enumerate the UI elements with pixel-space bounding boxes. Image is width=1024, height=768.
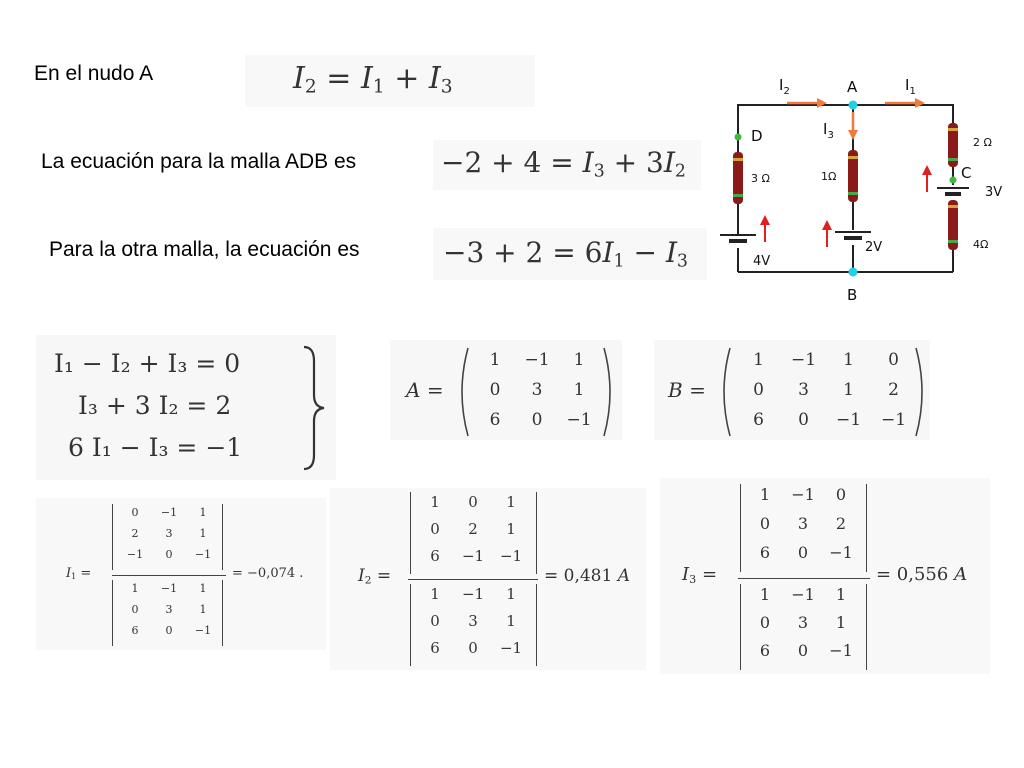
system-line-1: I₁ − I₂ + I₃ = 0: [54, 349, 241, 378]
cramer-I1-denominator-cell: −1: [194, 623, 212, 637]
cramer-I1-denominator-right-bar: [222, 580, 223, 646]
cramer-I2-numerator-cell: −1: [499, 546, 523, 565]
label-r-right-top: 2 Ω: [973, 136, 992, 149]
cramer-I1-denominator-cell: 6: [131, 623, 139, 637]
cramer-I3-denominator-cell: 0: [797, 641, 809, 660]
node-C-dot: [950, 177, 957, 184]
cramer-I1-result: = −0,074 .: [232, 566, 304, 581]
cramer-I3-denominator-right-bar: [866, 584, 867, 670]
matrix-B-cell: 0: [888, 350, 899, 370]
resistor-right-bottom: [948, 200, 958, 250]
cramer-I1-lhs: $I_1$ =: [66, 566, 92, 581]
cramer-I3-numerator-cell: −1: [791, 484, 815, 504]
node-A-dot: [849, 101, 858, 110]
emf-arrows: [760, 165, 932, 247]
equation-mesh-ADB: $-2 + 4 = I_3 + 3I_2$: [433, 140, 701, 190]
cramer-I3-numerator-cell: 0: [759, 513, 771, 533]
text-otra-malla: Para la otra malla, la ecuación es: [49, 238, 360, 261]
label-r-left: 3 Ω: [751, 172, 770, 185]
equation-mesh-other: $-3 + 2 = 6I_1 - I_3$: [433, 228, 707, 280]
label-I3: $I_3$: [823, 120, 834, 141]
cramer-I3-numerator-cell: 2: [835, 513, 847, 533]
cramer-I2-denominator-cell: 6: [430, 638, 440, 657]
cramer-I2-denominator-cell: 1: [506, 584, 516, 603]
label-I2: $I_2$: [779, 76, 790, 97]
matrix-A-cell: 1: [573, 380, 585, 400]
cramer-I1-numerator-cell: 3: [165, 526, 173, 540]
cramer-I2-numerator-cell: 0: [430, 519, 440, 538]
label-node-B: B: [847, 286, 858, 304]
label-v-mid: 2V: [865, 240, 883, 255]
text-malla-ADB: La ecuación para la malla ADB es: [41, 150, 357, 173]
cramer-I2: [330, 488, 646, 670]
cramer-I2-denominator-right-bar: [536, 584, 537, 666]
label-r-mid: 1Ω: [821, 170, 837, 183]
cramer-I2-numerator-cell: 1: [506, 492, 516, 511]
battery-right: [937, 188, 969, 194]
cramer-I3-denominator-cell: 1: [759, 585, 771, 604]
label-I1: $I_1$: [905, 76, 916, 97]
matrix-B-cell: −1: [835, 410, 862, 430]
cramer-I3-denominator-cell: 0: [759, 613, 771, 632]
label-node-D: D: [751, 127, 763, 145]
label-v-left: 4V: [753, 254, 771, 269]
label-node-C: C: [961, 164, 972, 182]
label-r-right-bottom: 4Ω: [973, 238, 989, 251]
cramer-I1-denominator-cell: 3: [165, 602, 173, 616]
equation-node-A: $I_2 = I_1 + I_3$: [245, 55, 535, 107]
cramer-I1-denominator-left-bar: [112, 580, 113, 646]
cramer-I3-denominator-cell: 1: [835, 585, 847, 604]
matrix-A-cell: −1: [566, 410, 592, 430]
cramer-I2-result: = 0,481 A: [544, 566, 631, 586]
resistor-mid: [848, 150, 858, 202]
cramer-I3-numerator-cell: 0: [797, 542, 809, 562]
cramer-I3-denominator-cell: 6: [759, 641, 771, 660]
cramer-I3-result: = 0,556 A: [876, 564, 968, 585]
cramer-I1-numerator-left-bar: [112, 504, 113, 570]
matrix-A-cell: 0: [489, 380, 501, 400]
cramer-I3-numerator-cell: 1: [759, 484, 771, 504]
cramer-I2-numerator-cell: 2: [468, 519, 478, 538]
circuit-wires: [738, 105, 953, 272]
cramer-I2-denominator-cell: −1: [461, 584, 485, 603]
matrix-A-cell: 1: [573, 350, 585, 370]
matrix-B-cell: −1: [790, 350, 817, 370]
cramer-I3-numerator-cell: 3: [797, 513, 809, 533]
cramer-I1-numerator-cell: 1: [199, 526, 207, 540]
cramer-I1-numerator-cell: 2: [131, 526, 139, 540]
node-B-dot: [849, 268, 858, 277]
node-D-dot: [735, 134, 742, 141]
matrix-A-cell: 1: [489, 350, 501, 370]
cramer-I2-denominator-cell: 1: [430, 584, 440, 603]
matrix-B-cell: 3: [798, 380, 809, 400]
battery-mid: [835, 232, 871, 238]
cramer-I2-denominator-cell: −1: [499, 638, 523, 657]
cramer-I1-numerator-right-bar: [222, 504, 223, 570]
matrix-B: B = 1 −1 1 0 0 3 1 2 6 0 −1 −1: [654, 340, 930, 440]
battery-left: [720, 235, 756, 241]
matrix-B-cell: 1: [843, 380, 854, 400]
matrix-A-cell: −1: [524, 350, 550, 370]
cramer-I2-denominator-left-bar: [410, 584, 411, 666]
matrix-A-cell: 6: [489, 410, 501, 430]
matrix-B-cell: 0: [753, 380, 764, 400]
cramer-I2-denominator-cell: 0: [468, 638, 478, 657]
cramer-I2-numerator-left-bar: [410, 492, 411, 574]
system-line-3: 6 I₁ − I₃ = −1: [68, 433, 243, 462]
cramer-I3-denominator-cell: 1: [835, 613, 847, 632]
matrix-B-cell: 1: [753, 350, 764, 370]
cramer-I2-denominator-cell: 1: [506, 611, 516, 630]
matrix-A-cell: 0: [531, 410, 543, 430]
label-v-right: 3V: [985, 185, 1003, 200]
cramer-I3-denominator-cell: 3: [797, 613, 809, 632]
cramer-I3-lhs: $I_3$ =: [682, 564, 718, 586]
circuit-diagram: [705, 70, 1017, 305]
matrix-B-cell: 6: [753, 410, 764, 430]
cramer-I1-denominator-cell: 1: [131, 581, 139, 595]
cramer-I2-numerator-cell: 0: [468, 492, 478, 511]
cramer-I3-numerator-right-bar: [866, 484, 867, 572]
cramer-I2-numerator-cell: 6: [430, 546, 440, 565]
cramer-I3-numerator-cell: 0: [835, 484, 847, 504]
cramer-I1-denominator-cell: −1: [160, 581, 178, 595]
cramer-I2-denominator-cell: 0: [430, 611, 440, 630]
system-line-2: I₃ + 3 I₂ = 2: [78, 391, 232, 420]
cramer-I2-lhs: $I_2$ =: [358, 566, 392, 587]
cramer-I1: [36, 498, 326, 650]
matrix-B-cell: 0: [798, 410, 809, 430]
cramer-I2-numerator-cell: 1: [430, 492, 440, 511]
cramer-I1-numerator-cell: 1: [199, 505, 207, 519]
equation-system: [36, 335, 336, 480]
cramer-I1-numerator-cell: −1: [160, 505, 178, 519]
matrix-B-cell: 2: [888, 380, 899, 400]
resistor-left: [733, 152, 743, 204]
cramer-I1-numerator-cell: 0: [165, 547, 173, 561]
cramer-I3-numerator-cell: −1: [829, 542, 853, 562]
matrix-A-cell: 3: [531, 380, 543, 400]
cramer-I3-denominator-cell: −1: [791, 585, 815, 604]
cramer-I2-numerator-cell: −1: [461, 546, 485, 565]
cramer-I3-numerator-cell: 6: [759, 542, 771, 562]
cramer-I3-numerator-left-bar: [740, 484, 741, 572]
cramer-I2-numerator-right-bar: [536, 492, 537, 574]
label-node-A: A: [847, 78, 858, 96]
cramer-I2-numerator-cell: 1: [506, 519, 516, 538]
cramer-I1-numerator-cell: −1: [126, 547, 144, 561]
matrix-A: A = 1 −1 1 0 3 1 6 0 −1: [390, 340, 622, 440]
text-nudo-A: En el nudo A: [34, 62, 154, 85]
cramer-I3: [660, 478, 990, 674]
matrix-B-cell: 1: [843, 350, 854, 370]
cramer-I3-denominator-left-bar: [740, 584, 741, 670]
cramer-I1-denominator-cell: 1: [199, 581, 207, 595]
cramer-I1-denominator-cell: 0: [131, 602, 139, 616]
resistor-right-top: [948, 123, 958, 167]
cramer-I3-denominator-cell: −1: [829, 641, 853, 660]
cramer-I2-denominator-cell: 3: [468, 611, 478, 630]
matrix-B-cell: −1: [880, 410, 907, 430]
cramer-I1-numerator-cell: 0: [131, 505, 139, 519]
right-brace: [300, 343, 330, 473]
cramer-I1-numerator-cell: −1: [194, 547, 212, 561]
cramer-I1-denominator-cell: 0: [165, 623, 173, 637]
cramer-I1-denominator-cell: 1: [199, 602, 207, 616]
